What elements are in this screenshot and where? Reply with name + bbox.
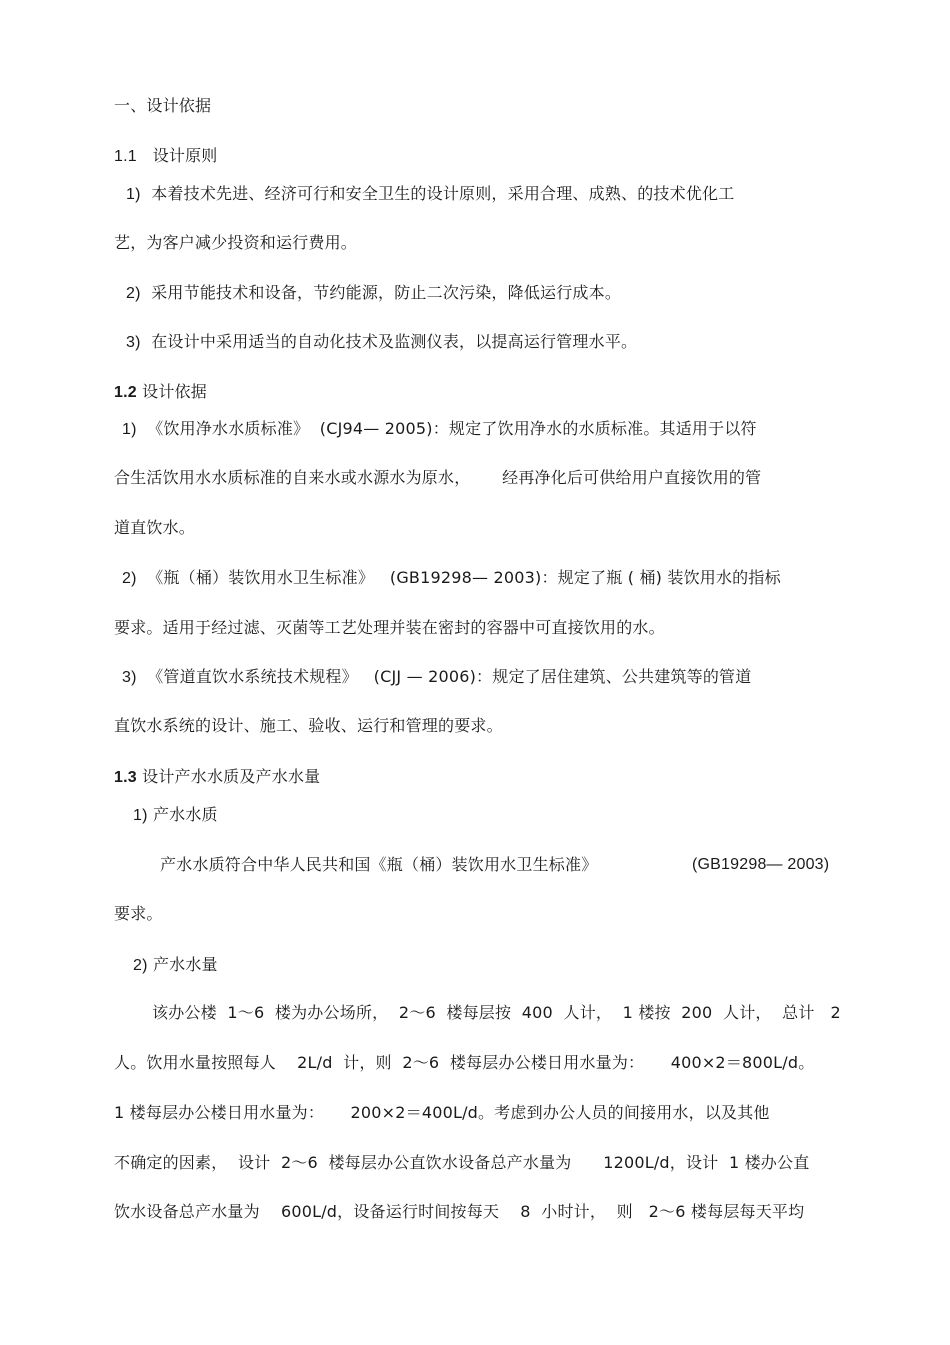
paragraph-text: 在设计中采用适当的自动化技术及监测仪表，以提高运行管理水平。 xyxy=(151,332,638,351)
paragraph-line: 要求。适用于经过滤、灭菌等工艺处理并装在密封的容器中可直接饮用的水。 xyxy=(114,618,665,637)
list-number: 2) xyxy=(126,285,141,302)
heading-1-3 xyxy=(114,767,320,788)
paragraph-line: 要求。 xyxy=(114,904,163,923)
subheading-text: 产水水量 xyxy=(152,955,218,974)
list-number: 2) xyxy=(122,570,137,587)
heading-number: 1.3 xyxy=(114,769,137,786)
paragraph-line: 产水水质符合中华人民共和国《瓶（桶）装饮用水卫生标准》 xyxy=(160,855,598,874)
paragraph-line: 艺，为客户减少投资和运行费用。 xyxy=(114,233,358,252)
subheading-produced-water-quality xyxy=(133,805,218,826)
list-item-1-1-3 xyxy=(126,332,637,353)
list-item-1-1-1 xyxy=(126,184,734,205)
heading-text: 设计依据 xyxy=(142,382,207,401)
standard-reference: (GB19298— 2003) xyxy=(692,856,830,873)
paragraph-text: 《管道直饮水系统技术规程》 (CJJ — 2006)：规定了居住建筑、公共建筑等的管道 xyxy=(147,667,752,686)
paragraph-line: 该办公楼 1～6 楼为办公场所， 2～6 楼每层按 400 人计， 1 楼按 200 人计， 总计 2 xyxy=(152,1003,841,1022)
paragraph-line: 饮水设备总产水量为 600L/d，设备运行时间按每天 8 小时计， 则 2～6 楼每层每天平均 xyxy=(114,1202,805,1221)
paragraph-line: 1 楼每层办公楼日用水量为： 200×2＝400L/d。考虑到办公人员的间接用水，以及其他 xyxy=(114,1103,770,1122)
subheading-text: 产水水质 xyxy=(152,805,218,824)
heading-number: 1.1 xyxy=(114,148,137,165)
heading-number: 1.2 xyxy=(114,384,137,401)
list-number: 1) xyxy=(133,807,148,824)
paragraph-text: 采用节能技术和设备，节约能源，防止二次污染，降低运行成本。 xyxy=(151,283,622,302)
paragraph-line: 人。饮用水量按照每人 2L/d 计，则 2～6 楼每层办公楼日用水量为： 400×2＝800L/d。 xyxy=(114,1053,815,1072)
list-item-1-2-3 xyxy=(122,667,751,688)
heading-1-1 xyxy=(114,146,218,167)
paragraph-text: 《饮用净水水质标准》 (CJ94— 2005)：规定了饮用净水的水质标准。其适用于以符 xyxy=(147,419,757,438)
list-item-1-2-1 xyxy=(122,419,757,440)
list-item-1-1-2 xyxy=(126,283,621,304)
heading-text: 设计原则 xyxy=(152,146,218,165)
paragraph-line: 道直饮水。 xyxy=(114,518,196,537)
paragraph-line: 不确定的因素， 设计 2～6 楼每层办公直饮水设备总产水量为 1200L/d，设计 1 楼办公直 xyxy=(114,1153,810,1172)
subheading-produced-water-volume xyxy=(133,955,218,976)
list-number: 1) xyxy=(126,186,141,203)
heading-text: 设计产水水质及产水水量 xyxy=(142,767,321,786)
section-title: 一、设计依据 xyxy=(114,96,212,115)
list-item-1-2-2 xyxy=(122,568,781,589)
paragraph-line: 合生活饮用水水质标准的自来水或水源水为原水， 经再净化后可供给用户直接饮用的管 xyxy=(114,468,762,487)
paragraph-text: 本着技术先进、经济可行和安全卫生的设计原则，采用合理、成熟、的技术优化工 xyxy=(151,184,735,203)
heading-1-2 xyxy=(114,382,207,403)
list-number: 1) xyxy=(122,421,137,438)
list-number: 3) xyxy=(122,669,137,686)
list-number: 2) xyxy=(133,957,148,974)
list-number: 3) xyxy=(126,334,141,351)
paragraph-text: 《瓶（桶）装饮用水卫生标准》 (GB19298— 2003)：规定了瓶 ( 桶) 装饮用水的指标 xyxy=(147,568,781,587)
paragraph-line: 直饮水系统的设计、施工、验收、运行和管理的要求。 xyxy=(114,716,503,735)
